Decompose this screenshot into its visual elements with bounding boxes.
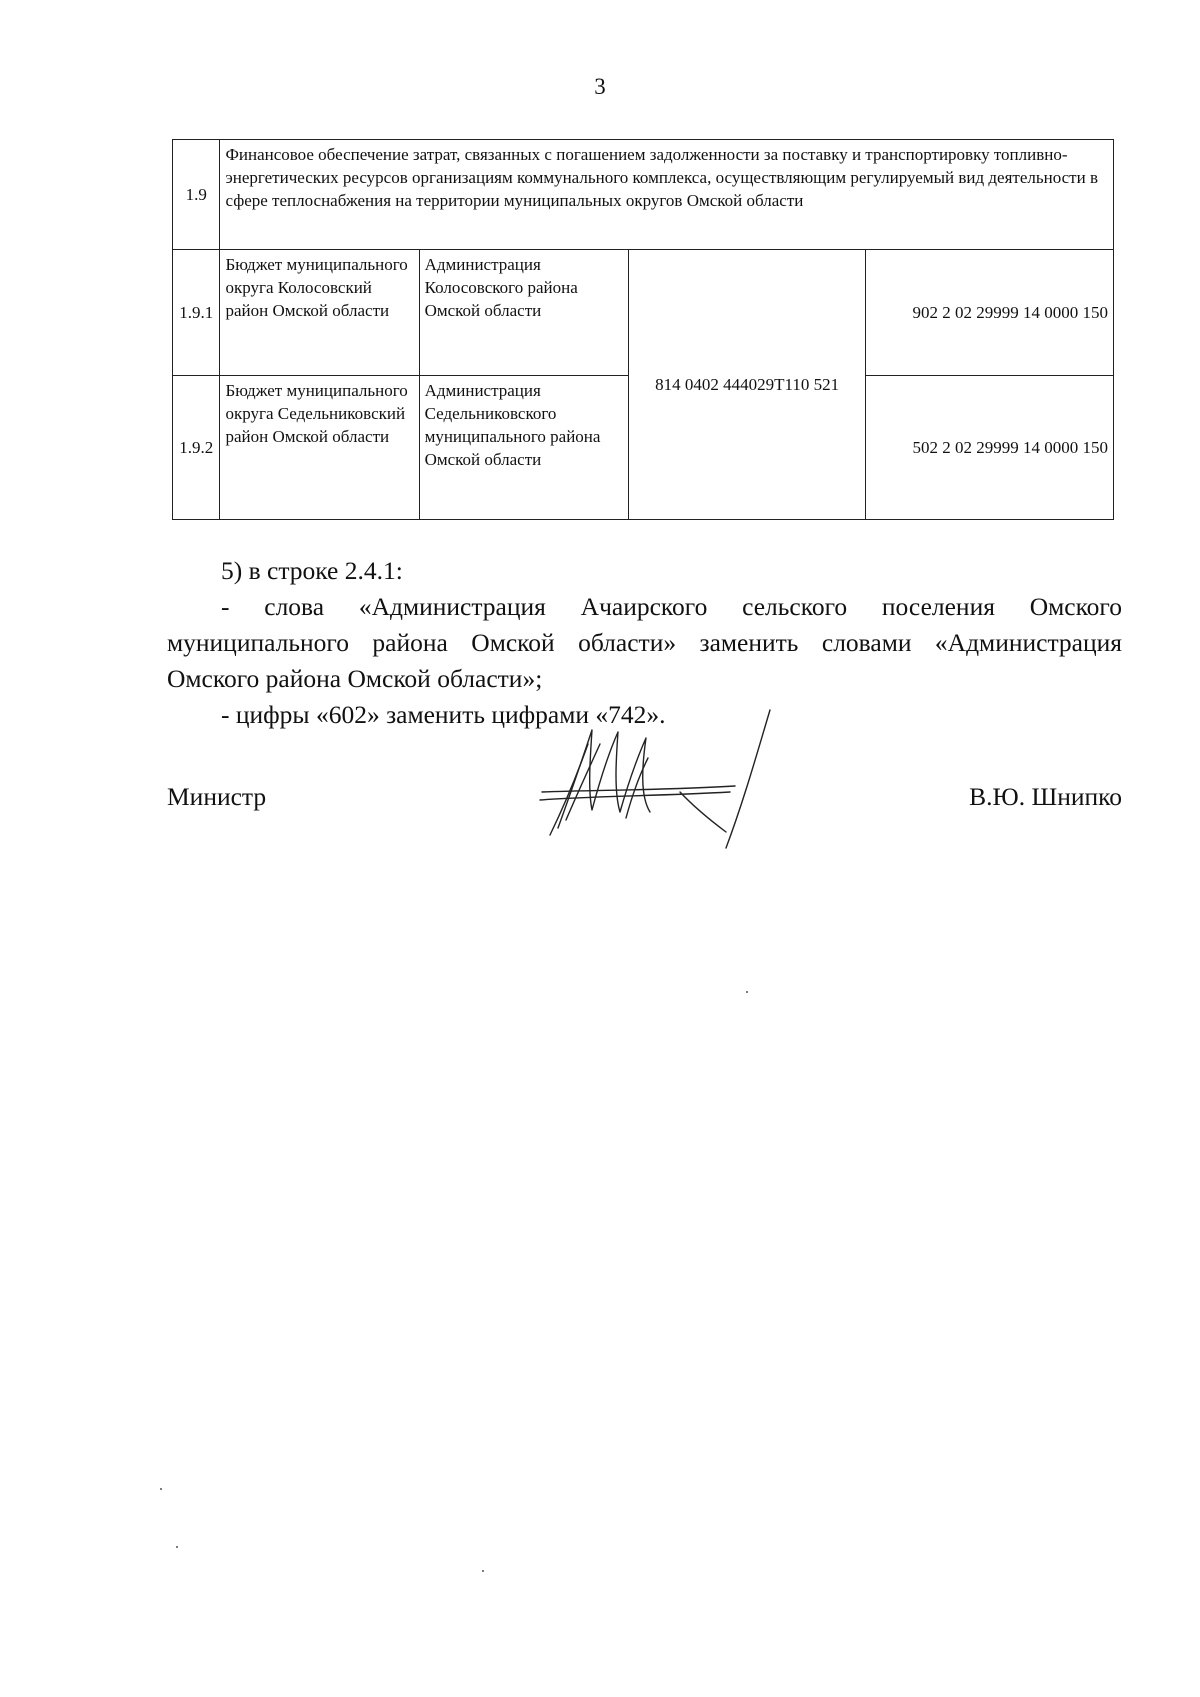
income-code-cell: 502 2 02 29999 14 0000 150 [866,376,1114,520]
handwritten-signature [530,700,830,850]
amendment-item-line: - слова «Администрация Ачаирского сельского поселения Омского [221,592,1122,621]
row-number: 1.9.2 [173,376,220,520]
signatory-title: Министр [167,782,267,811]
administrator-cell: Администрация Седельниковского муниципального района Омской области [419,376,628,520]
amendment-item-line: Омского района Омской области»; [167,664,543,693]
signatory-name: В.Ю. Шнипко [969,782,1122,811]
scan-speck [746,991,748,993]
row-number: 1.9 [173,140,220,250]
amendment-heading: 5) в строке 2.4.1: [221,556,403,585]
row-description: Финансовое обеспечение затрат, связанных с погашением задолженности за поставку и транспортировку топливно-энергетических ресурсов организациям коммунального комплекса, осуществляющим регулируемый вид деятельности в сфере теплоснабжения на территории муниципальных округов Омской области [220,140,1114,250]
kbk-cell: 814 0402 444029Т110 521 [629,250,866,520]
budget-cell: Бюджет муниципального округа Колосовский район Омской области [220,250,419,376]
row-number: 1.9.1 [173,250,220,376]
scan-speck [482,1570,484,1572]
table-row [173,250,1114,376]
amendment-item-line: - цифры «602» заменить цифрами «742». [221,700,666,729]
amendment-item-line: муниципального района Омской области» заменить словами «Администрация [167,628,1122,657]
income-code-cell: 902 2 02 29999 14 0000 150 [866,250,1114,376]
scan-speck [176,1546,178,1548]
table-row [173,140,1114,250]
administrator-cell: Администрация Колосовского района Омской области [419,250,628,376]
budget-table [172,139,1114,520]
budget-cell: Бюджет муниципального округа Седельниковский район Омской области [220,376,419,520]
scan-speck [160,1488,162,1490]
page-number: 3 [594,74,606,99]
